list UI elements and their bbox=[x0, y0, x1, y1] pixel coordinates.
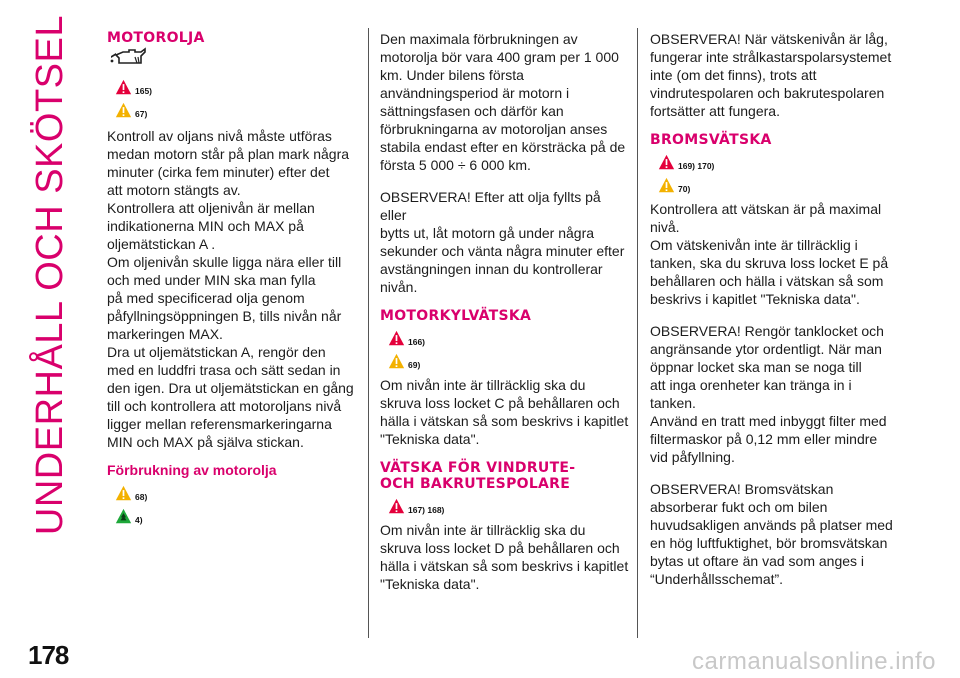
paragraph-oil-note: OBSERVERA! Efter att olja fyllts på eller bytts ut, låt motorn gå under några sekunder och vänta några minuter efter avstängningen innan du kontrollerar nivån. bbox=[380, 189, 625, 295]
warning-ref: 165) bbox=[135, 86, 153, 96]
paragraph-oil-check: Kontroll av oljans nivå måste utföras medan motorn står på plan mark några minuter (cirka fem minuter) efter det att motorn stängts av. Kontrollera att oljenivån är mellan indikationerna MIN och MAX på oljemätstickan A . Om oljenivån skulle ligga nära eller till och med under MIN ska man fylla på med specificerad olja genom påfyllningsöppningen B, tills nivån når markeringen MAX. Dra ut oljemätstickan A, rengör den med en luddfri trasa och sätt sedan in den igen. Dra ut oljemätstickan en gång till och kontrollera att motoroljans nivå ligger mellan referensmarkeringarna MIN och MAX på själva stickan. bbox=[107, 128, 354, 450]
warning-ref: 167) 168) bbox=[408, 505, 445, 515]
caution-warning-icon bbox=[658, 177, 675, 194]
caution-ref-row bbox=[115, 485, 359, 508]
paragraph-brake-cap-note: OBSERVERA! Rengör tanklocket och angränsande ytor ordentligt. När man öppnar locket ska man se noga till att inga orenheter kan tränga in i tanken. Använd en tratt med inbyggt filter med filtermaskor på 0,12 mm eller mindre vid påfyllning. bbox=[650, 323, 887, 465]
environment-ref: 4) bbox=[135, 515, 143, 525]
danger-warning-icon bbox=[115, 79, 132, 96]
caution-ref-row bbox=[658, 177, 900, 200]
caution-ref: 69) bbox=[408, 360, 421, 370]
heading-bromsvatska: BROMSVÄTSKA bbox=[650, 132, 772, 148]
caution-warning-icon bbox=[388, 353, 405, 370]
heading-motorolja: MOTOROLJA bbox=[107, 30, 205, 46]
section-side-title bbox=[18, 15, 78, 605]
subheading-oil-consumption: Förbrukning av motorolja bbox=[107, 462, 277, 478]
paragraph-brake-moisture-note: OBSERVERA! Bromsvätskan absorberar fukt och om bilen huvudsakligen används på platser med en hög luftfuktighet, bör bromsvätskan bytas ut oftare än vad som anges i “Underhållsschemat”. bbox=[650, 481, 893, 587]
warning-ref-row bbox=[658, 154, 900, 177]
caution-warning-icon bbox=[115, 485, 132, 502]
heading-washer-fluid: VÄTSKA FÖR VINDRUTE- OCH BAKRUTESPOLARE bbox=[380, 460, 576, 492]
side-title-text: UNDERHÅLL OCH SKÖTSEL bbox=[29, 15, 71, 536]
environment-icon bbox=[115, 508, 132, 525]
environment-ref-row bbox=[115, 508, 359, 531]
page-number: 178 bbox=[28, 640, 69, 670]
caution-ref: 68) bbox=[135, 492, 148, 502]
warning-ref: 169) 170) bbox=[678, 161, 715, 171]
paragraph-washer-note: OBSERVERA! När vätskenivån är låg, fungerar inte strålkastarspolarsystemet inte (om det finns), trots att vindrutespolaren och bakrutespolaren fortsätter att fungera. bbox=[650, 31, 892, 119]
heading-motorkylvatska: MOTORKYLVÄTSKA bbox=[380, 308, 532, 324]
caution-ref: 67) bbox=[135, 109, 148, 119]
paragraph-brake-fluid: Kontrollera att vätskan är på maximal nivå. Om vätskenivån inte är tillräcklig i tanken, ska du skruva loss locket E på behållaren och hälla i vätskan så som beskrivs i kapitlet "Tekniska data". bbox=[650, 201, 889, 307]
paragraph-oil-max-consumption: Den maximala förbrukningen av motorolja bör vara 400 gram per 1 000 km. Under bilens första användningsperiod är motorn i sättningsfasen och därför kan förbrukningarna av motoroljan anses stabila endast efter en körsträcka på de första 5 000 ÷ 6 000 km. bbox=[380, 31, 626, 173]
danger-warning-icon bbox=[388, 330, 405, 347]
caution-ref: 70) bbox=[678, 184, 691, 194]
caution-ref-row bbox=[115, 102, 359, 125]
paragraph-coolant: Om nivån inte är tillräcklig ska du skruva loss locket C på behållaren och hälla i vätskan så som beskrivs i kapitlet "Tekniska data". bbox=[380, 377, 629, 447]
column-divider bbox=[637, 28, 638, 638]
paragraph-washer-fluid: Om nivån inte är tillräcklig ska du skruva loss locket D på behållaren och hälla i vätskan så som beskrivs i kapitlet "Tekniska data". bbox=[380, 522, 629, 592]
oil-can-icon bbox=[107, 46, 147, 68]
warning-ref-row bbox=[115, 79, 359, 102]
column-2 bbox=[380, 30, 630, 593]
caution-ref-row bbox=[388, 353, 630, 376]
danger-warning-icon bbox=[388, 498, 405, 515]
warning-ref: 166) bbox=[408, 337, 426, 347]
warning-ref-row bbox=[388, 498, 630, 521]
watermark: carmanualsonline.info bbox=[692, 648, 936, 675]
caution-warning-icon bbox=[115, 102, 132, 119]
warning-ref-row bbox=[388, 330, 630, 353]
column-3 bbox=[650, 30, 900, 588]
column-1 bbox=[107, 30, 359, 531]
column-divider bbox=[368, 28, 369, 638]
danger-warning-icon bbox=[658, 154, 675, 171]
